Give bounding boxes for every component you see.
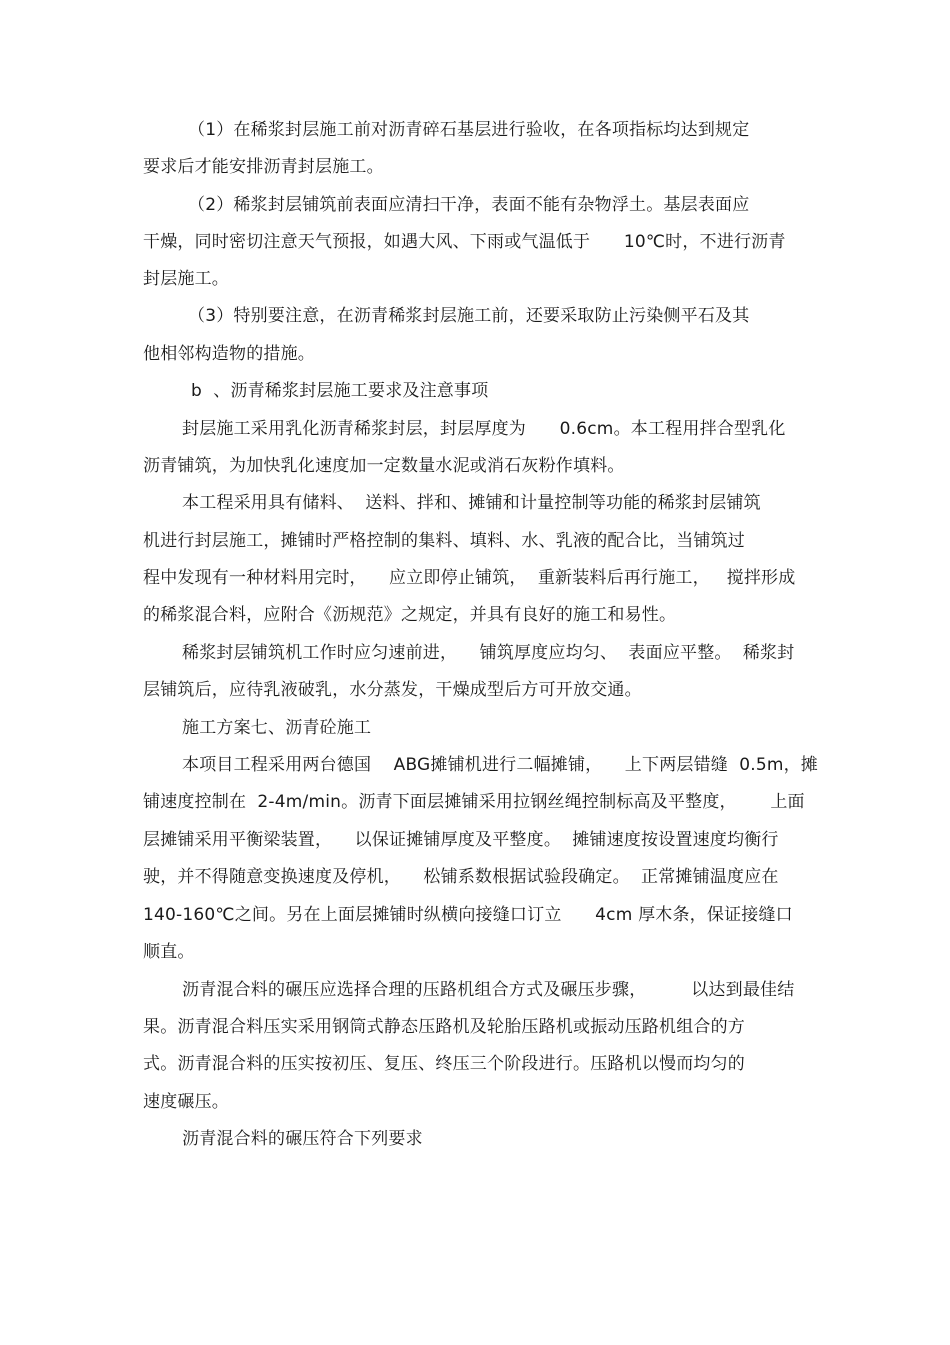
text-line: 的稀浆混合料，应附合《沥规范》之规定，并具有良好的施工和易性。 (143, 605, 677, 625)
text-line: 铺速度控制在 2-4m/min。沥青下面层摊铺采用拉钢丝绳控制标高及平整度， 上面 (143, 792, 805, 812)
text-line: 层摊铺采用平衡梁装置， 以保证摊铺厚度及平整度。 摊铺速度按设置速度均衡行 (143, 830, 779, 850)
text-line: 要求后才能安排沥青封层施工。 (143, 157, 384, 177)
text-line: 本工程采用具有储料、 送料、拌和、摊铺和计量控制等功能的稀浆封层铺筑 (182, 493, 761, 513)
text-line: 干燥，同时密切注意天气预报，如遇大风、下雨或气温低于 10℃时，不进行沥青 (143, 232, 786, 252)
text-line: （2）稀浆封层铺筑前表面应清扫干净，表面不能有杂物浮土。基层表面应 (188, 195, 750, 215)
text-line: 本项目工程采用两台德国 ABG摊铺机进行二幅摊铺， 上下两层错缝 0.5m，摊 (182, 755, 818, 775)
text-line: 顺直。 (143, 942, 195, 962)
text-line: 沥青铺筑，为加快乳化速度加一定数量水泥或消石灰粉作填料。 (143, 456, 625, 476)
text-line: 果。沥青混合料压实采用钢筒式静态压路机及轮胎压路机或振动压路机组合的方 (143, 1017, 745, 1037)
text-line: 驶，并不得随意变换速度及停机， 松铺系数根据试验段确定。 正常摊铺温度应在 (143, 867, 779, 887)
text-line: 封层施工采用乳化沥青稀浆封层，封层厚度为 0.6cm。本工程用拌合型乳化 (182, 419, 786, 439)
text-line: 140-160℃之间。另在上面层摊铺时纵横向接缝口订立 4cm 厚木条，保证接缝口 (143, 905, 793, 925)
text-line: 封层施工。 (143, 269, 229, 289)
text-line: （1）在稀浆封层施工前对沥青碎石基层进行验收，在各项指标均达到规定 (188, 120, 750, 140)
text-line: 层铺筑后，应待乳液破乳，水分蒸发，干燥成型后方可开放交通。 (143, 680, 642, 700)
section-heading: b 、沥青稀浆封层施工要求及注意事项 (191, 381, 489, 401)
text-line: 式。沥青混合料的压实按初压、复压、终压三个阶段进行。压路机以慢而均匀的 (143, 1054, 745, 1074)
text-line: 速度碾压。 (143, 1092, 229, 1112)
text-line: （3）特别要注意，在沥青稀浆封层施工前，还要采取防止污染侧平石及其 (188, 306, 750, 326)
text-line: 沥青混合料的碾压符合下列要求 (182, 1129, 423, 1149)
text-line: 稀浆封层铺筑机工作时应匀速前进， 铺筑厚度应均匀、 表面应平整。 稀浆封 (182, 643, 795, 663)
text-line: 他相邻构造物的措施。 (143, 344, 315, 364)
text-line: 机进行封层施工，摊铺时严格控制的集料、填料、水、乳液的配合比，当铺筑过 (143, 531, 745, 551)
section-heading: 施工方案七、沥青砼施工 (182, 718, 372, 738)
text-line: 程中发现有一种材料用完时， 应立即停止铺筑， 重新装料后再行施工， 搅拌形成 (143, 568, 796, 588)
text-line: 沥青混合料的碾压应选择合理的压路机组合方式及碾压步骤， 以达到最佳结 (182, 980, 795, 1000)
